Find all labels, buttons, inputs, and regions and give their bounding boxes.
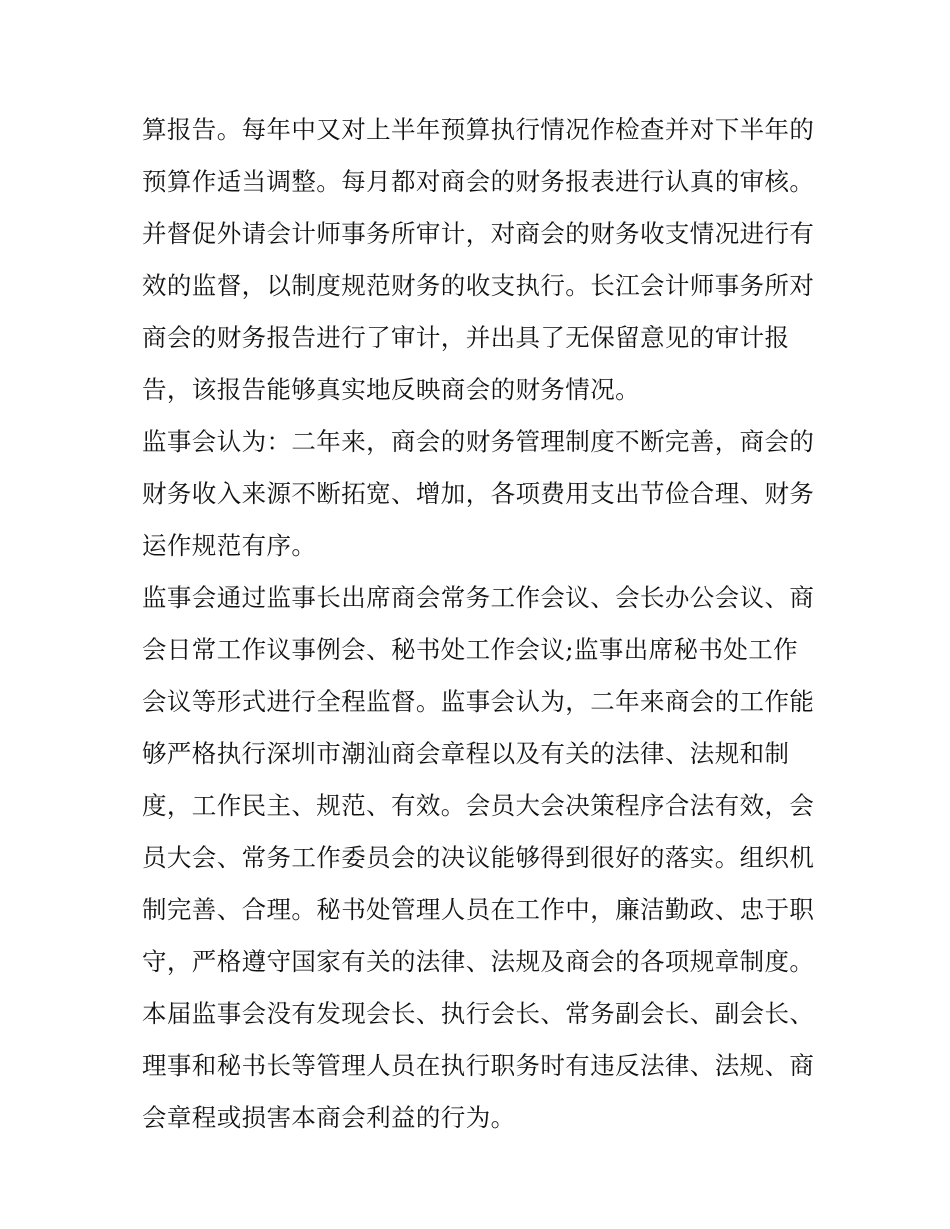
text-line: 制完善、合理。秘书处管理人员在工作中，廉洁勤政、忠于职 [142, 895, 815, 924]
text-line: 财务收入来源不断拓宽、增加，各项费用支出节俭合理、财务 [142, 479, 815, 508]
text-line: 本届监事会没有发现会长、执行会长、常务副会长、副会长、 [142, 999, 815, 1028]
text-line: 告，该报告能够真实地反映商会的财务情况。 [142, 375, 640, 404]
text-line: 员大会、常务工作委员会的决议能够得到很好的落实。组织机 [142, 843, 815, 872]
text-line: 会章程或损害本商会利益的行为。 [142, 1103, 516, 1132]
text-line: 并督促外请会计师事务所审计，对商会的财务收支情况进行有 [142, 219, 815, 248]
text-line: 监事会通过监事长出席商会常务工作会议、会长办公会议、商 [142, 583, 815, 612]
text-line: 会日常工作议事例会、秘书处工作会议;监事出席秘书处工作 [142, 635, 799, 664]
text-line: 商会的财务报告进行了审计，并出具了无保留意见的审计报 [142, 323, 790, 352]
text-line: 会议等形式进行全程监督。监事会认为，二年来商会的工作能 [142, 687, 815, 716]
text-line: 预算作适当调整。每月都对商会的财务报表进行认真的审核。 [142, 167, 815, 196]
text-line: 守，严格遵守国家有关的法律、法规及商会的各项规章制度。 [142, 947, 815, 976]
text-line: 够严格执行深圳市潮汕商会章程以及有关的法律、法规和制 [142, 739, 790, 768]
text-line: 监事会认为：二年来，商会的财务管理制度不断完善，商会的 [142, 427, 815, 456]
document-body [142, 104, 822, 1144]
text-line: 理事和秘书长等管理人员在执行职务时有违反法律、法规、商 [142, 1051, 815, 1080]
text-line: 效的监督，以制度规范财务的收支执行。长江会计师事务所对 [142, 271, 815, 300]
text-line: 运作规范有序。 [142, 531, 317, 560]
text-line: 算报告。每年中又对上半年预算执行情况作检查并对下半年的 [142, 115, 815, 144]
text-line: 度，工作民主、规范、有效。会员大会决策程序合法有效，会 [142, 791, 815, 820]
